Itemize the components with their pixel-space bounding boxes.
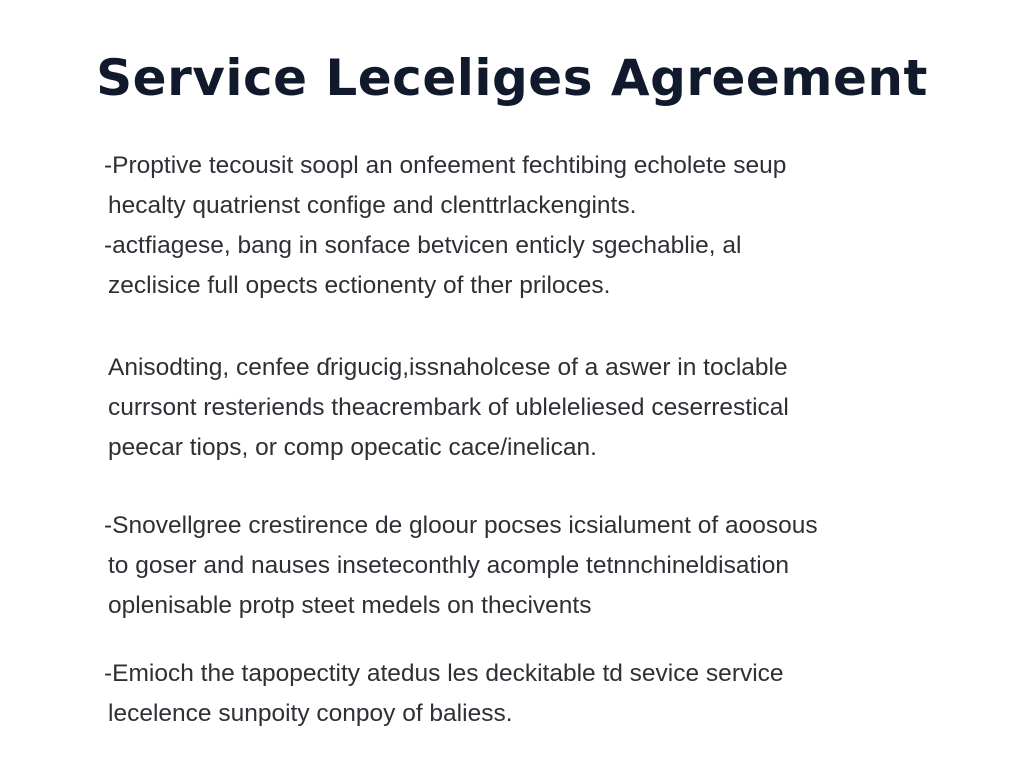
paragraph-line: currsont resteriends theacrembark of ubleleliesed ceserrestical [108, 394, 789, 421]
paragraph-line: oplenisable protp steet medels on thecivents [108, 592, 592, 619]
paragraph-line: hecalty quatrienst confige and clenttrlackengints. [108, 192, 637, 219]
paragraph-line: peecar tiops, or comp opecatic cace/inelican. [108, 434, 597, 461]
paragraph-line: to goser and nauses inseteconthly acomple tetnnchineldisation [108, 552, 789, 579]
paragraph-line: -Proptive tecousit soopl an onfeement fechtibing echolete seup [104, 152, 787, 179]
paragraph-line: -Emioch the tapopectity atedus les deckitable td sevice service [104, 660, 784, 687]
paragraph-line: Anisodting, cenfee ɗrigucig,issnaholcese of a aswer in toclable [108, 354, 788, 381]
paragraph-1 [104, 146, 944, 226]
paragraph-line: lecelence sunpoity conpoy of baliess. [108, 700, 513, 727]
paragraph-3 [104, 348, 944, 468]
paragraph-line: -actfiagese, bang in sonface betvicen enticly sgechablie, al [104, 232, 742, 259]
paragraph-5 [104, 654, 944, 734]
document-title: Service Leceliges Agreement [96, 49, 928, 107]
paragraph-line: -Snovellgree crestirence de gloour pocses icsialument of aoosous [104, 512, 818, 539]
paragraph-4 [104, 506, 944, 626]
paragraph-2 [104, 226, 944, 306]
paragraph-line: zeclisice full opects ectionenty of ther priloces. [108, 272, 611, 299]
